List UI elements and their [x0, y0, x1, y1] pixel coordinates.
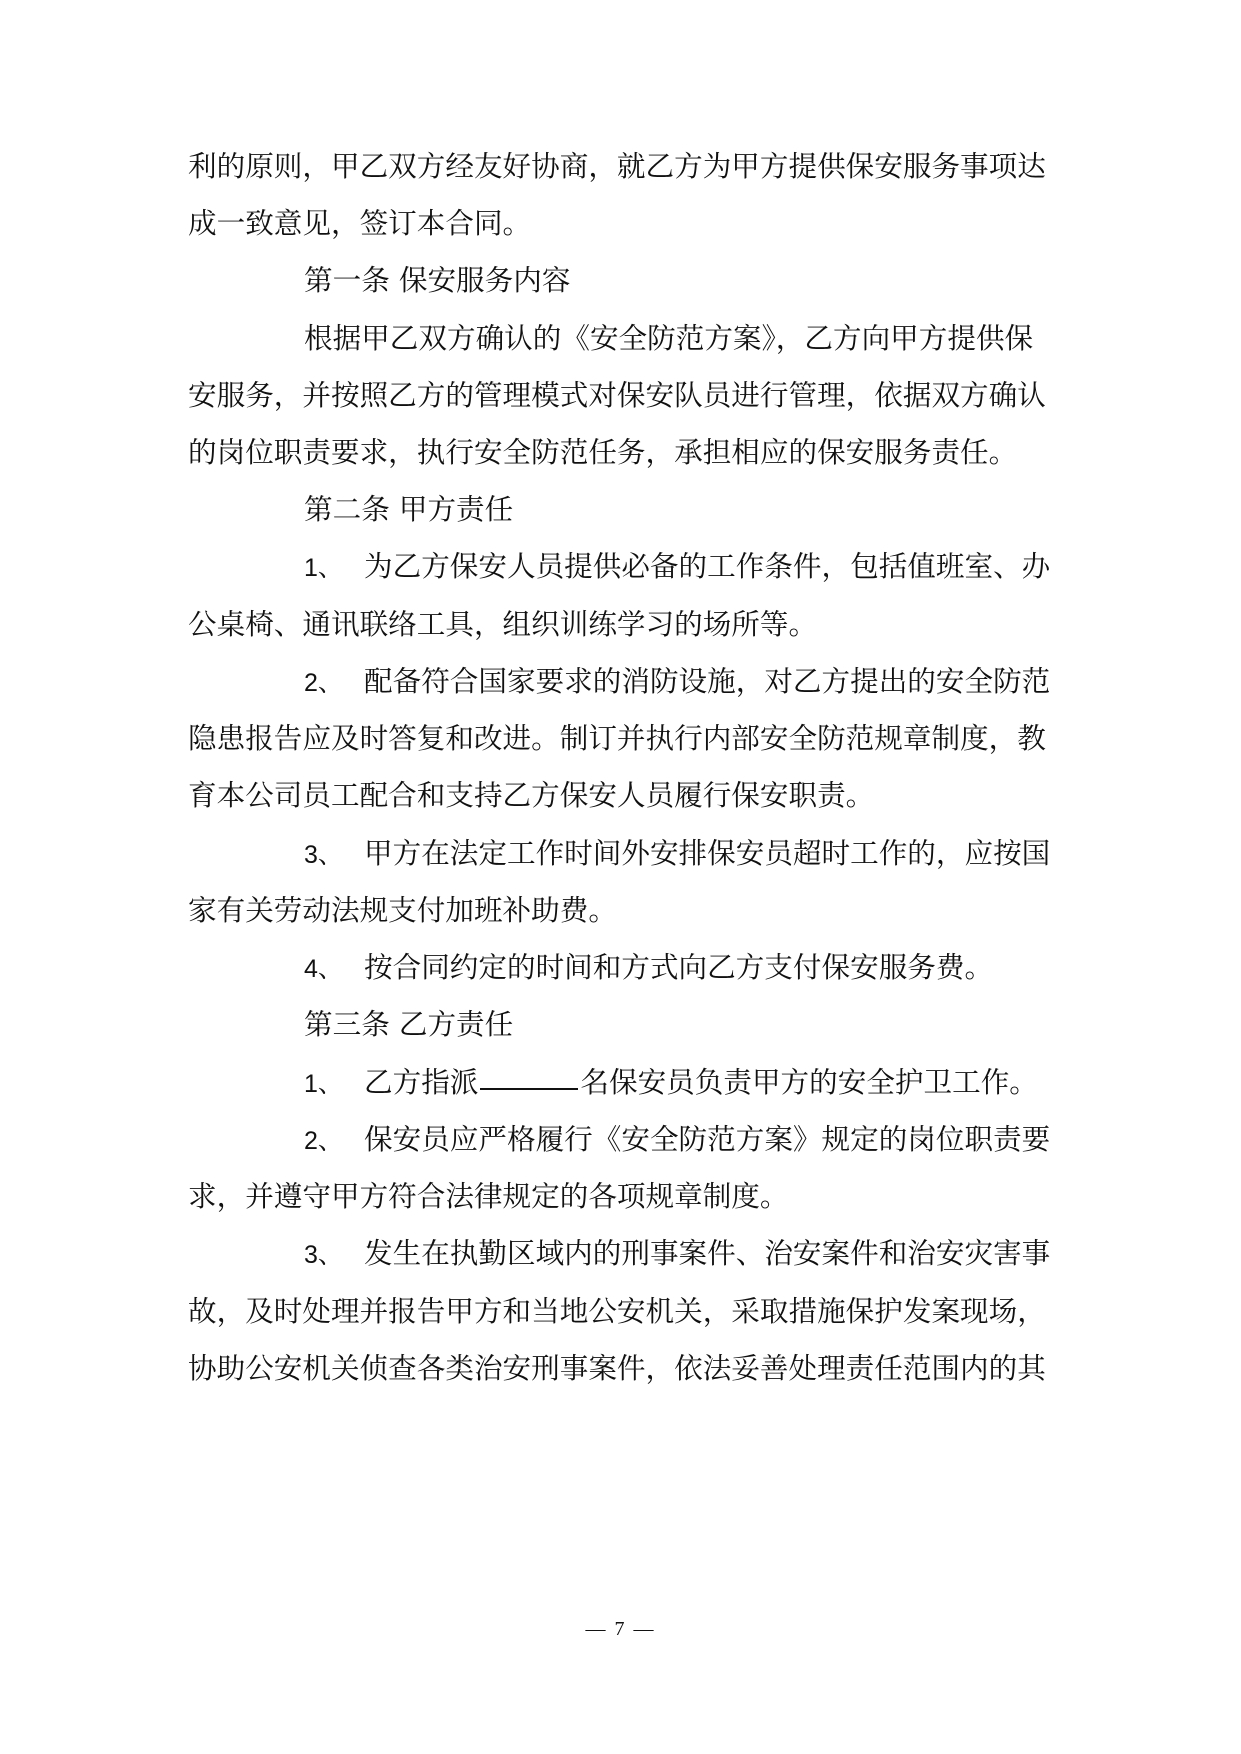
item-text: 甲方在法定工作时间外安排保安员超时工作的，应按国 [364, 836, 1051, 870]
list-item [304, 1119, 1050, 1159]
text-line: 协助公安机关侦查各类治安刑事案件，依法妥善处理责任范围内的其 [188, 1351, 1046, 1385]
fill-in-blank[interactable] [480, 1062, 578, 1090]
text-line: 的岗位职责要求，执行安全防范任务，承担相应的保安服务责任。 [188, 435, 1018, 469]
text-line: 家有关劳动法规支付加班补助费。 [188, 893, 617, 927]
list-item [304, 546, 1050, 586]
list-item [304, 833, 1050, 873]
page-number: — 7 — [585, 1618, 656, 1640]
item-text: 按合同约定的时间和方式向乙方支付保安服务费。 [364, 950, 994, 984]
item-number: 1、 [304, 1070, 343, 1098]
text-line: 公桌椅、通讯联络工具，组织训练学习的场所等。 [188, 607, 818, 641]
list-item [304, 947, 993, 987]
section-heading: 第一条 保安服务内容 [304, 263, 571, 297]
text-line: 成一致意见，签订本合同。 [188, 206, 532, 240]
item-number: 2、 [304, 669, 343, 697]
text-line: 利的原则，甲乙双方经友好协商，就乙方为甲方提供保安服务事项达 [188, 149, 1046, 183]
text-line: 安服务，并按照乙方的管理模式对保安队员进行管理，依据双方确认 [188, 378, 1046, 412]
text-line: 故，及时处理并报告甲方和当地公安机关，采取措施保护发案现场， [188, 1294, 1046, 1328]
section-heading: 第二条 甲方责任 [304, 492, 514, 526]
text-line: 根据甲乙双方确认的《安全防范方案》，乙方向甲方提供保 [304, 321, 1034, 355]
text-line: 求，并遵守甲方符合法律规定的各项规章制度。 [188, 1179, 789, 1213]
list-item [304, 1233, 1050, 1273]
item-text: 为乙方保安人员提供必备的工作条件，包括值班室、办 [364, 549, 1051, 583]
item-number: 3、 [304, 1241, 343, 1269]
item-text: 名保安员负责甲方的安全护卫工作。 [580, 1065, 1038, 1099]
item-number: 1、 [304, 554, 343, 582]
list-item [304, 661, 1050, 701]
item-text: 保安员应严格履行《安全防范方案》规定的岗位职责要 [364, 1122, 1051, 1156]
item-number: 3、 [304, 841, 343, 869]
item-text: 乙方指派 [364, 1065, 479, 1099]
item-text: 配备符合国家要求的消防设施，对乙方提出的安全防范 [364, 664, 1051, 698]
list-item [304, 1062, 1038, 1102]
text-line: 育本公司员工配合和支持乙方保安人员履行保安职责。 [188, 778, 875, 812]
item-text: 发生在执勤区域内的刑事案件、治安案件和治安灾害事 [364, 1236, 1051, 1270]
item-number: 2、 [304, 1127, 343, 1155]
item-number: 4、 [304, 955, 343, 983]
section-heading: 第三条 乙方责任 [304, 1007, 514, 1041]
text-line: 隐患报告应及时答复和改进。制订并执行内部安全防范规章制度，教 [188, 721, 1046, 755]
